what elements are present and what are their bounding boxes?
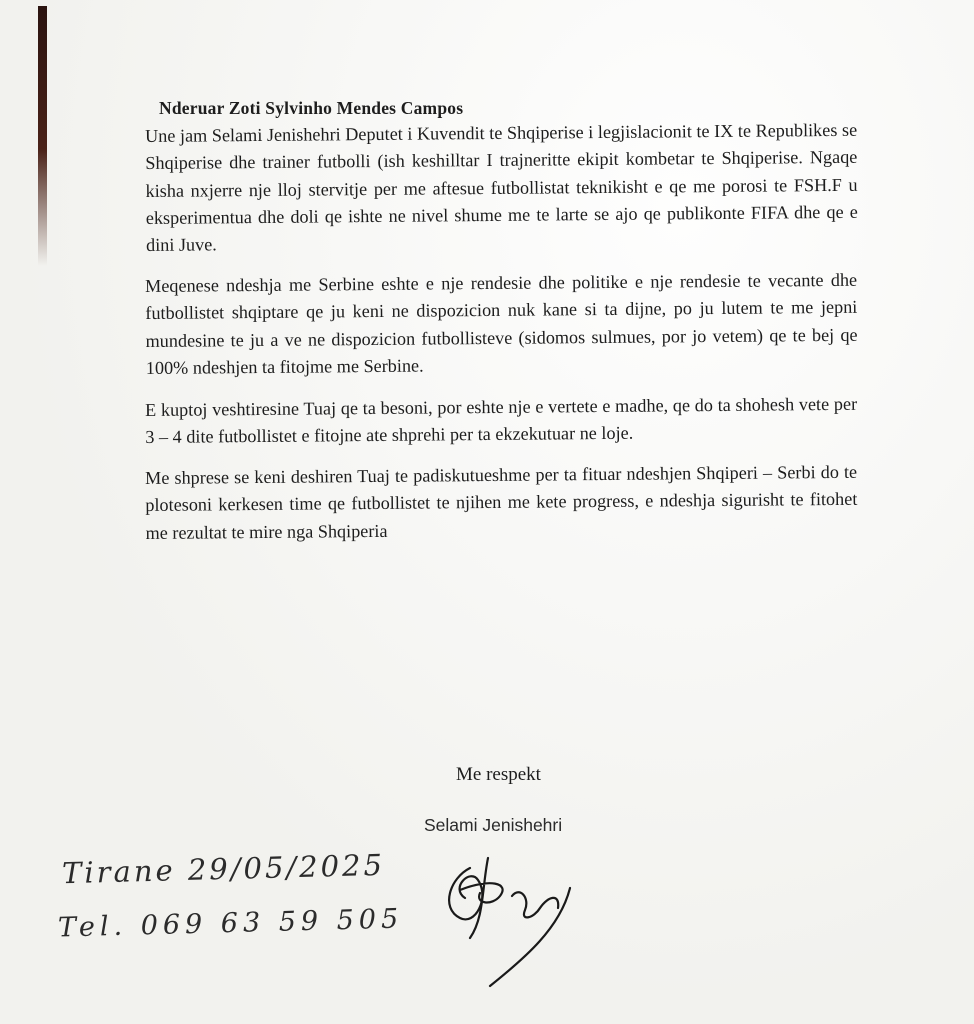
paragraph-3: E kuptoj veshtiresine Tuaj qe ta besoni, por eshte nje e vertete e madhe, qe do ta shohesh vete per 3 – 4 dite futbollistet e fitojne ate shprehi per ta ekzekutuar ne loje. [145, 393, 858, 447]
closing: Me respekt [456, 764, 541, 785]
paragraph-1: Une jam Selami Jenishehri Deputet i Kuvendit te Shqiperise i legjislacionit te IX te Republikes se Shqiperise dhe trainer futbolli (ish keshilltar I trajneritte ekipit kombetar te Shqiperise. Ngaqe kisha nxjerre nje lloj stervitje per me aftesue futbollistat teknikisht e qe me porosi te FSH.F u eksperimentua dhe doli qe ishte ne nivel shume me te larte se ajo qe publikonte FIFA dhe qe e dini Juve. [145, 119, 858, 256]
paragraph-2: Meqenese ndeshja me Serbine eshte e nje rendesie dhe politike e nje rendesie te vecante dhe futbollistet shqiptare qe ju keni ne dispozicion nuk kane si ta dijne, po ju lutem te me jepni mundesine te ju a ve ne dispozicion futbollisteve (sidomos sulmues, por jo vetem) qe te bej qe 100% ndeshjen ta fitojme me Serbine. [145, 270, 858, 379]
signer-name: Selami Jenishehri [424, 815, 563, 835]
handwritten-place-date: Tirane 29/05/2025 [61, 847, 386, 891]
paragraph-4: Me shprese se keni deshiren Tuaj te padiskutueshme per ta fituar ndeshjen Shqiperi – Serbi do te plotesoni kerkesen time qe futbollistet te njihen me kete progress, e ndeshja sigurisht te fitohet me rezultat te mire nga Shqiperia [145, 462, 858, 543]
letter-body [145, 98, 857, 561]
signature-icon [430, 838, 600, 988]
handwritten-phone: Tel. 069 63 59 505 [57, 903, 404, 944]
paper-edge-shadow [38, 6, 47, 266]
salutation: Nderuar Zoti Sylvinho Mendes Campos [159, 98, 464, 118]
